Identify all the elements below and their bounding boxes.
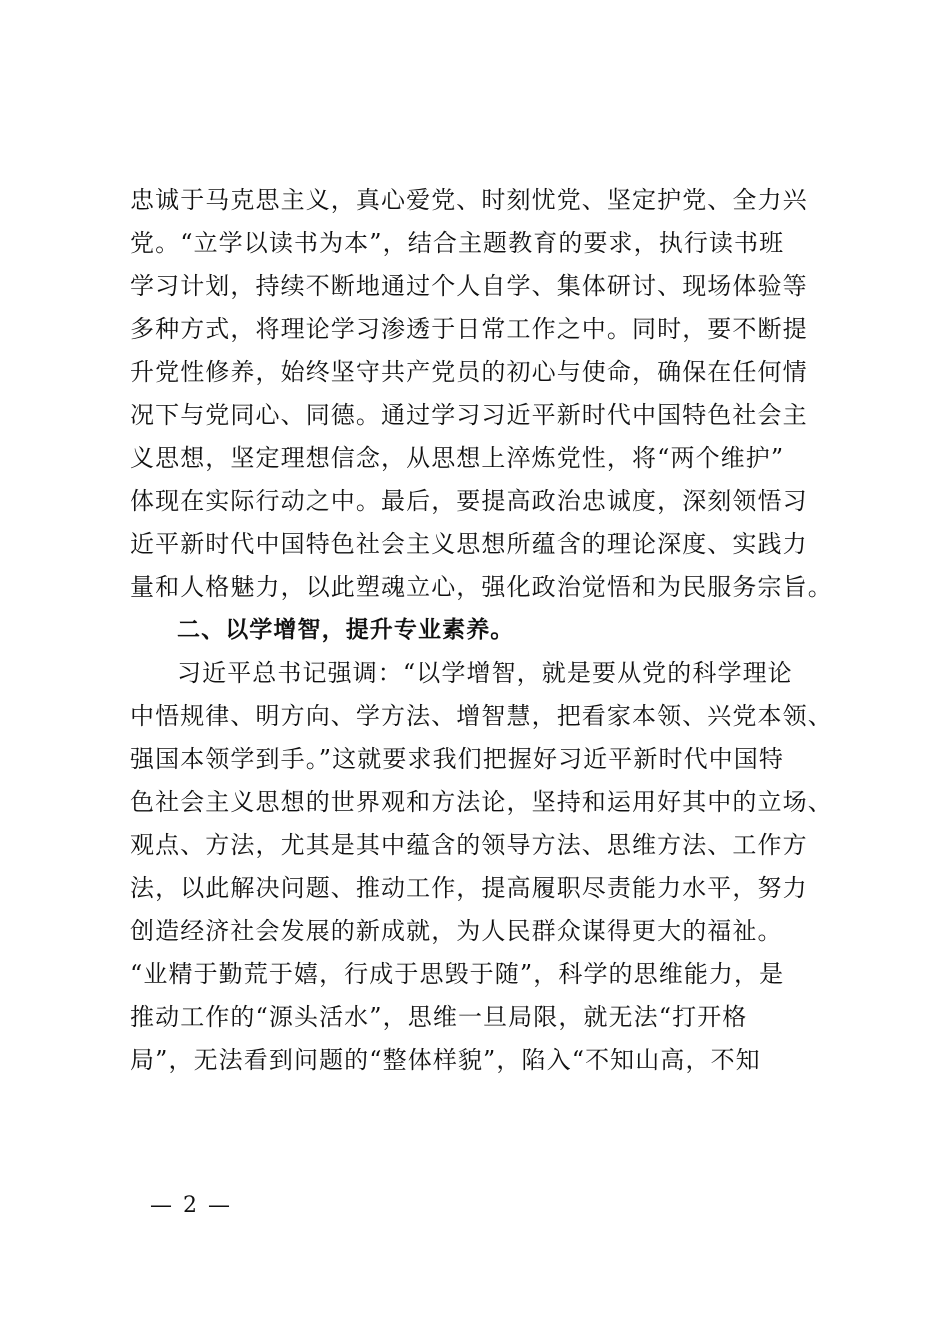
page-number: — 2 —	[150, 1193, 232, 1218]
paragraph-line: 色社会主义思想的世界观和方法论，坚持和运用好其中的立场、	[130, 788, 833, 816]
paragraph-line: 多种方式，将理论学习渗透于日常工作之中。同时，要不断提	[130, 315, 808, 343]
paragraph-line: 法，以此解决问题、推动工作，提高履职尽责能力水平，努力	[130, 874, 808, 902]
paragraph-line: 强国本领学到手。”这就要求我们把握好习近平新时代中国特	[130, 745, 784, 773]
section-heading: 二、以学增智，提升专业素养。	[177, 617, 515, 643]
paragraph-line: 况下与党同心、同德。通过学习习近平新时代中国特色社会主	[130, 401, 808, 429]
paragraph-line: 创造经济社会发展的新成就，为人民群众谋得更大的福祉。	[130, 917, 783, 945]
paragraph-line: 习近平总书记强调：“以学增智，就是要从党的科学理论	[177, 659, 793, 687]
paragraph-line: 忠诚于马克思主义，真心爱党、时刻忧党、坚定护党、全力兴	[130, 186, 808, 214]
paragraph-line: 学习计划，持续不断地通过个人自学、集体研讨、现场体验等	[130, 272, 808, 300]
paragraph-line: 推动工作的“源头活水”，思维一旦局限，就无法“打开格	[130, 1003, 748, 1031]
paragraph-line: 观点、方法，尤其是其中蕴含的领导方法、思维方法、工作方	[130, 831, 808, 859]
paragraph-line: 党。“立学以读书为本”，结合主题教育的要求，执行读书班	[130, 229, 785, 257]
paragraph-line: 升党性修养，始终坚守共产党员的初心与使命，确保在任何情	[130, 358, 808, 386]
paragraph-line: 近平新时代中国特色社会主义思想所蕴含的理论深度、实践力	[130, 530, 808, 558]
paragraph-line: 中悟规律、明方向、学方法、增智慧，把看家本领、兴党本领、	[130, 702, 833, 730]
paragraph-line: 量和人格魅力，以此塑魂立心，强化政治觉悟和为民服务宗旨。	[130, 573, 833, 601]
paragraph-line: 体现在实际行动之中。最后，要提高政治忠诚度，深刻领悟习	[130, 487, 808, 515]
paragraph-line: “业精于勤荒于嬉，行成于思毁于随”，科学的思维能力，是	[130, 960, 785, 988]
paragraph-line: 局”，无法看到问题的“整体样貌”，陷入“不知山高，不知	[130, 1046, 761, 1074]
paragraph-line: 义思想，坚定理想信念，从思想上淬炼党性，将“两个维护”	[130, 444, 785, 472]
